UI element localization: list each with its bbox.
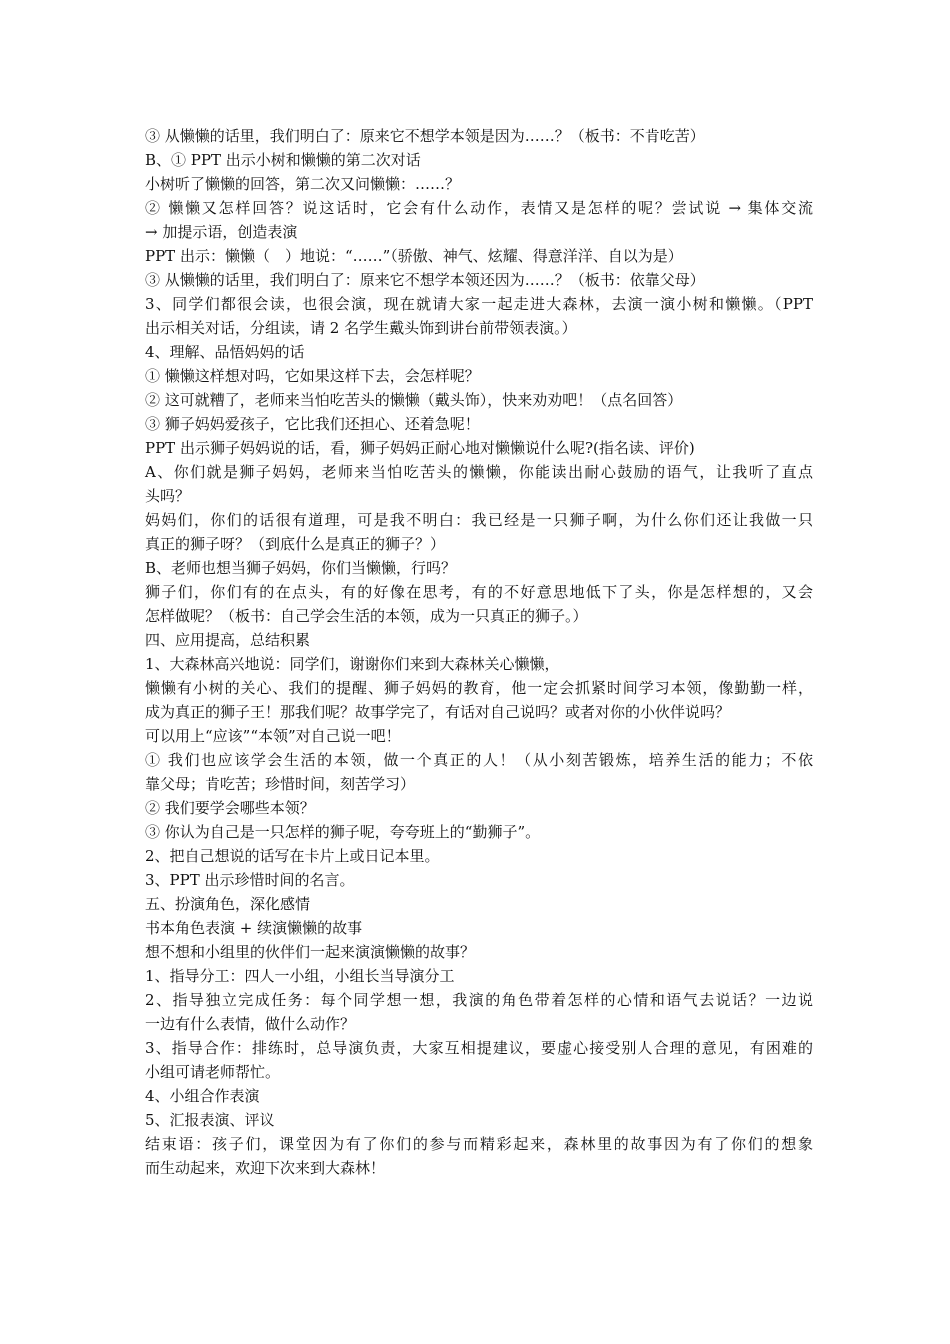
text-line: 成为真正的狮子王！那我们呢？故事学完了，有话对自己说吗？或者对你的小伙伴说吗？	[145, 703, 731, 721]
text-line: PPT 出示：懒懒（ ）地说：“……”（骄傲、神气、炫耀、得意洋洋、自以为是）	[145, 247, 683, 265]
text-line: 1、指导分工：四人一小组，小组长当导演分工	[145, 967, 455, 985]
text-line: ① 我们也应该学会生活的本领，做一个真正的人！（从小刻苦锻炼，培养生活的能力；不依	[145, 751, 813, 769]
text-line: 靠父母；肯吃苦；珍惜时间，刻苦学习）	[145, 775, 416, 793]
text-line: 书本角色表演 + 续演懒懒的故事	[145, 919, 363, 937]
text-line: ② 我们要学会哪些本领？	[145, 799, 315, 817]
text-line: B、① PPT 出示小树和懒懒的第二次对话	[145, 151, 421, 169]
text-line: 四、应用提高，总结积累	[145, 631, 311, 649]
text-line: 可以用上“应该”“本领”对自己说一吧！	[145, 727, 401, 745]
document-body	[145, 124, 813, 1180]
text-line: 妈妈们，你们的话很有道理，可是我不明白：我已经是一只狮子啊，为什么你们还让我做一只	[145, 511, 813, 529]
text-line: 一边有什么表情，做什么动作？	[145, 1015, 356, 1033]
text-line: 狮子们，你们有的在点头，有的好像在思考，有的不好意思地低下了头，你是怎样想的，又会	[145, 583, 813, 601]
text-line: ③ 从懒懒的话里，我们明白了：原来它不想学本领是因为……？（板书：不肯吃苦）	[145, 127, 705, 145]
text-line: ③ 你认为自己是一只怎样的狮子呢，夸夸班上的“勤狮子”。	[145, 823, 541, 841]
text-line: 出示相关对话，分组读，请 2 名学生戴头饰到讲台前带领表演。）	[145, 319, 577, 337]
text-line: ② 懒懒又怎样回答？说这话时，它会有什么动作，表情又是怎样的呢？尝试说 → 集体交流	[145, 199, 813, 217]
text-line: ③ 从懒懒的话里，我们明白了：原来它不想学本领还因为……？（板书：依靠父母）	[145, 271, 705, 289]
text-line: A、你们就是狮子妈妈，老师来当怕吃苦头的懒懒，你能读出耐心鼓励的语气，让我听了直点	[145, 463, 813, 481]
text-line: PPT 出示狮子妈妈说的话，看，狮子妈妈正耐心地对懒懒说什么呢?(指名读、评价)	[145, 439, 695, 457]
text-line: 2、把自己想说的话写在卡片上或日记本里。	[145, 847, 440, 865]
text-line: 3、PPT 出示珍惜时间的名言。	[145, 871, 355, 889]
text-line: 4、理解、品悟妈妈的话	[145, 343, 305, 361]
text-line: ① 懒懒这样想对吗，它如果这样下去，会怎样呢？	[145, 367, 480, 385]
text-line: 真正的狮子呀？（到底什么是真正的狮子？）	[145, 535, 446, 553]
text-line: 五、扮演角色，深化感情	[145, 895, 311, 913]
text-line: 5、汇报表演、评议	[145, 1111, 275, 1129]
text-line: 1、大森林高兴地说：同学们，谢谢你们来到大森林关心懒懒，	[145, 655, 560, 673]
text-line: 想不想和小组里的伙伴们一起来演演懒懒的故事？	[145, 943, 476, 961]
text-line: ② 这可就糟了，老师来当怕吃苦头的懒懒（戴头饰），快来劝劝吧！（点名回答）	[145, 391, 683, 409]
text-line: 小组可请老师帮忙。	[145, 1063, 281, 1081]
text-line: 而生动起来，欢迎下次来到大森林！	[145, 1159, 386, 1177]
text-line: B、老师也想当狮子妈妈，你们当懒懒，行吗？	[145, 559, 457, 577]
text-line: 3、指导合作：排练时，总导演负责，大家互相提建议，要虚心接受别人合理的意见，有困难的	[145, 1039, 813, 1057]
text-line: 结束语：孩子们，课堂因为有了你们的参与而精彩起来，森林里的故事因为有了你们的想象	[145, 1135, 813, 1153]
text-line: 头吗？	[145, 487, 191, 505]
text-line: 4、小组合作表演	[145, 1087, 260, 1105]
text-line: 懒懒有小树的关心、我们的提醒、狮子妈妈的教育，他一定会抓紧时间学习本领，像勤勤一样，	[145, 679, 813, 697]
text-line: → 加提示语，创造表演	[145, 223, 298, 241]
text-line: 3、同学们都很会读，也很会演，现在就请大家一起走进大森林，去演一演小树和懒懒。（PPT	[145, 295, 813, 313]
text-line: 2、指导独立完成任务：每个同学想一想，我演的角色带着怎样的心情和语气去说话？一边说	[145, 991, 813, 1009]
text-line: ③ 狮子妈妈爱孩子，它比我们还担心、还着急呢！	[145, 415, 480, 433]
text-line: 小树听了懒懒的回答，第二次又问懒懒：……？	[145, 175, 461, 193]
text-line: 怎样做呢？（板书：自己学会生活的本领，成为一只真正的狮子。）	[145, 607, 588, 625]
